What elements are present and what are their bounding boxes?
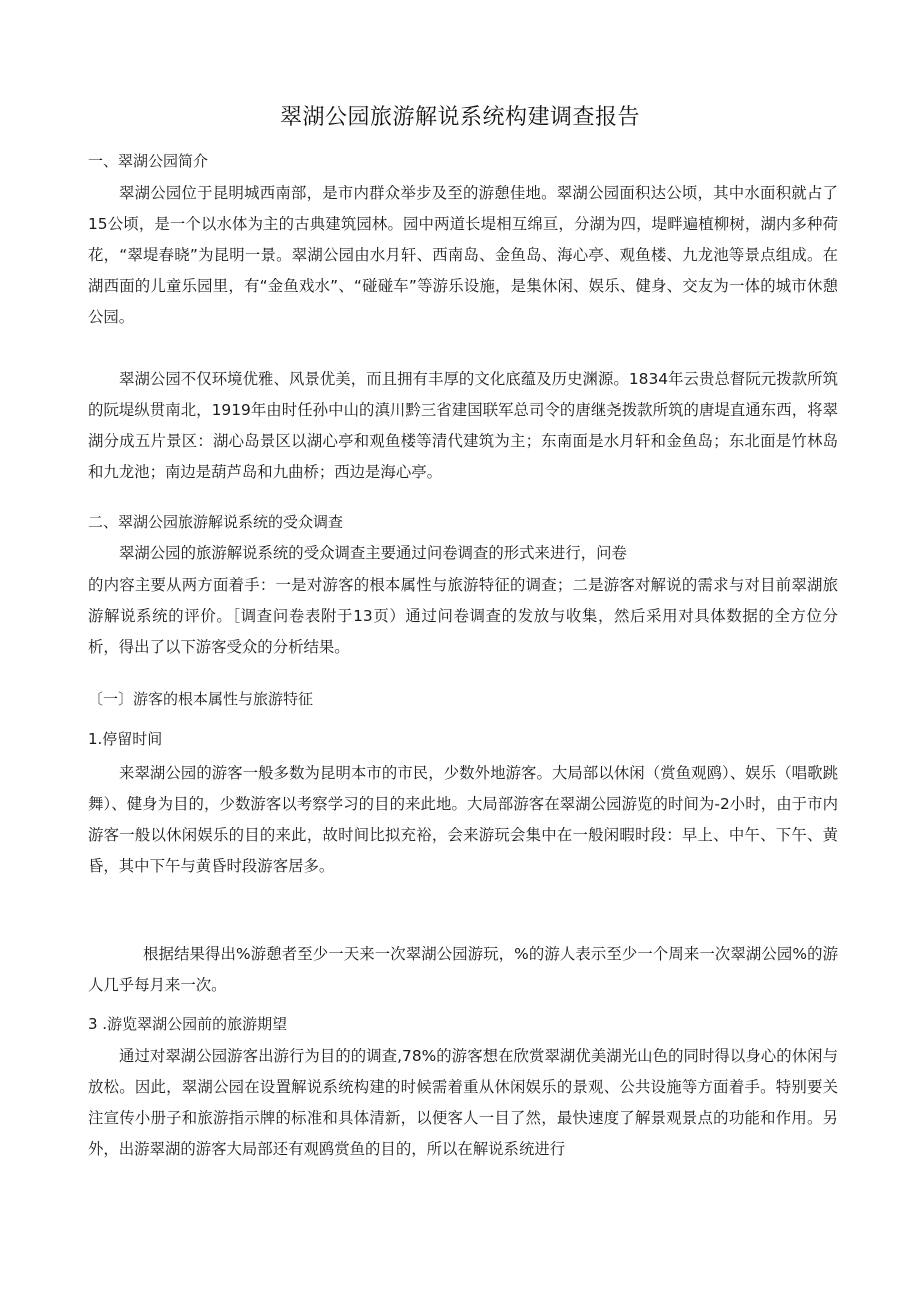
paragraph-park-overview: 翠湖公园位于昆明城西南部，是市内群众举步及至的游憩佳地。翠湖公园面积达公顷，其中水面积就占了15公顷，是一个以水体为主的古典建筑园林。园中两道长堤相互绵亘，分湖为四，堤畔遍植柳树，湖内多种荷花，“翠堤春晓”为昆明一景。翠湖公园由水月轩、西南岛、金鱼岛、海心亭、观鱼楼、九龙池等景点组成。在湖西面的儿童乐园里，有“金鱼戏水”、“碰碰车”等游乐设施，是集休闲、娱乐、健身、交友为一体的城市休憩公园。: [88, 184, 838, 326]
paragraph-stay-time: 来翠湖公园的游客一般多数为昆明本市的市民，少数外地游客。大局部以休闲（赏鱼观鸥）、娱乐（唱歌跳舞）、健身为目的，少数游客以考察学习的目的来此地。大局部游客在翠湖公园游览的时间为-2小时，由于市内游客一般以休闲娱乐的目的来此，故时间比拟充裕，会来游玩会集中在一般闲暇时段：早上、中午、下午、黄昏，其中下午与黄昏时段游客居多。: [88, 764, 838, 875]
item-heading-stay-time: 1.停留时间: [88, 730, 163, 748]
paragraph-survey-intro-continued: 的内容主要从两方面着手：一是对游客的根本属性与旅游特征的调查；二是游客对解说的需求与对目前翠湖旅游解说系统的评价。［调查问卷表附于13页）通过问卷调查的发放与收集，然后采用对具体数据的全方位分析，得出了以下游客受众的分析结果。: [88, 576, 838, 656]
document-title: 翠湖公园旅游解说系统构建调查报告: [279, 105, 640, 130]
paragraph-park-history: 翠湖公园不仅环境优雅、风景优美，而且拥有丰厚的文化底蕴及历史渊源。1834年云贵总督阮元拨款所筑的阮堤纵贯南北，1919年由时任孙中山的滇川黔三省建国联军总司令的唐继尧拨款所筑的唐堤直通东西，将翠湖分成五片景区：湖心岛景区以湖心亭和观鱼楼等清代建筑为主；东南面是水月轩和金鱼岛；东北面是竹林岛和九龙池；南边是葫芦岛和九曲桥；西边是海心亭。: [88, 370, 838, 481]
paragraph-survey-intro-line1: 翠湖公园的旅游解说系统的受众调查主要通过问卷调查的形式来进行，问卷: [119, 544, 627, 562]
section-heading-audience-survey: 二、翠湖公园旅游解说系统的受众调查: [88, 513, 344, 531]
section-heading-park-intro: 一、翠湖公园简介: [88, 152, 209, 170]
paragraph-travel-expectation: 通过对翠湖公园游客出游行为目的的调查,78%的游客想在欣赏翠湖优美湖光山色的同时得以身心的休闲与放松。因此，翠湖公园在设置解说系统构建的时候需着重从休闲娱乐的景观、公共设施等方面着手。特别要关注宣传小册子和旅游指示牌的标准和具体清新，以便客人一目了然，最快速度了解景观景点的功能和作用。另外，出游翠湖的游客大局部还有观鸥赏鱼的目的，所以在解说系统进行: [88, 1047, 838, 1158]
paragraph-visit-frequency: 根据结果得出%游憩者至少一天来一次翠湖公园游玩，%的游人表示至少一个周来一次翠湖公园%的游人几乎每月来一次。: [88, 945, 838, 994]
item-heading-travel-expectation: 3 .游览翠湖公园前的旅游期望: [88, 1015, 288, 1033]
subsection-heading-visitor-attributes: 〔一〕游客的根本属性与旅游特征: [88, 690, 314, 708]
